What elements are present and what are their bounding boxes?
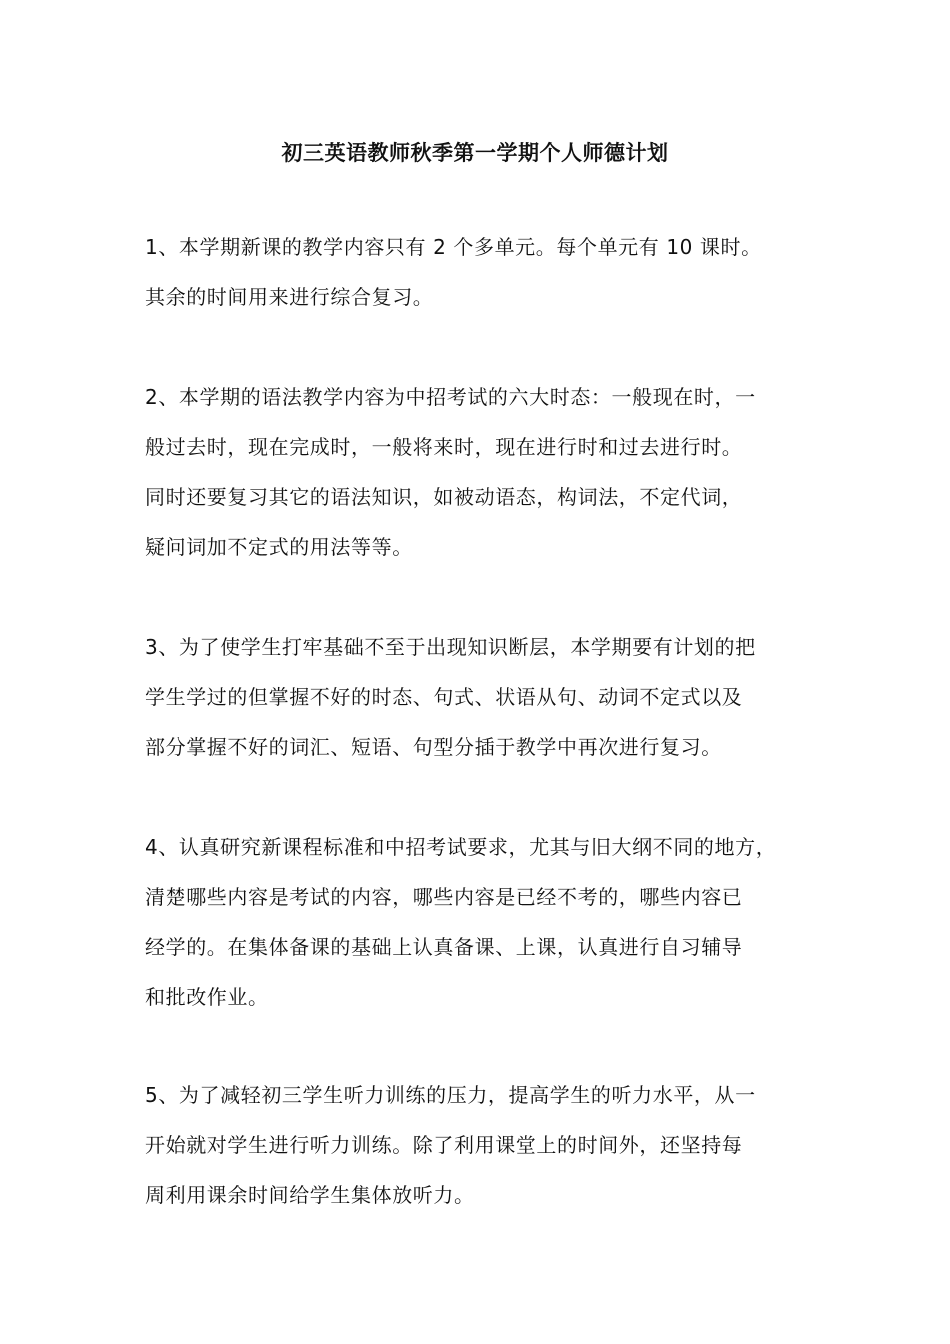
paragraph-line: 1、本学期新课的教学内容只有 2 个多单元。每个单元有 10 课时。 [145, 235, 762, 259]
paragraph-2 [145, 372, 835, 572]
paragraph-line: 清楚哪些内容是考试的内容，哪些内容是已经不考的，哪些内容已 [145, 885, 743, 909]
document-title: 初三英语教师秋季第一学期个人师德计划 [281, 141, 669, 165]
paragraph-line: 其余的时间用来进行综合复习。 [145, 285, 434, 309]
paragraph-line: 3、为了使学生打牢基础不至于出现知识断层，本学期要有计划的把 [145, 635, 756, 659]
paragraph-line: 4、认真研究新课程标准和中招考试要求，尤其与旧大纲不同的地方， [145, 835, 777, 859]
paragraph-line: 同时还要复习其它的语法知识，如被动语态，构词法，不定代词， [145, 485, 743, 509]
paragraph-line: 般过去时，现在完成时，一般将来时，现在进行时和过去进行时。 [145, 435, 743, 459]
paragraph-line: 5、为了减轻初三学生听力训练的压力，提高学生的听力水平，从一 [145, 1083, 756, 1107]
paragraph-line: 2、本学期的语法教学内容为中招考试的六大时态：一般现在时，一 [145, 385, 756, 409]
paragraph-line: 开始就对学生进行听力训练。除了利用课堂上的时间外，还坚持每 [145, 1133, 743, 1157]
paragraph-1 [145, 222, 835, 322]
paragraph-line: 周利用课余时间给学生集体放听力。 [145, 1183, 475, 1207]
paragraph-line: 和批改作业。 [145, 985, 269, 1009]
paragraph-3 [145, 622, 835, 772]
paragraph-4 [145, 822, 835, 1022]
paragraph-line: 疑问词加不定式的用法等等。 [145, 535, 413, 559]
paragraph-line: 学生学过的但掌握不好的时态、句式、状语从句、动词不定式以及 [145, 685, 743, 709]
paragraph-5 [145, 1070, 835, 1220]
paragraph-line: 部分掌握不好的词汇、短语、句型分插于教学中再次进行复习。 [145, 735, 722, 759]
paragraph-line: 经学的。在集体备课的基础上认真备课、上课，认真进行自习辅导 [145, 935, 743, 959]
